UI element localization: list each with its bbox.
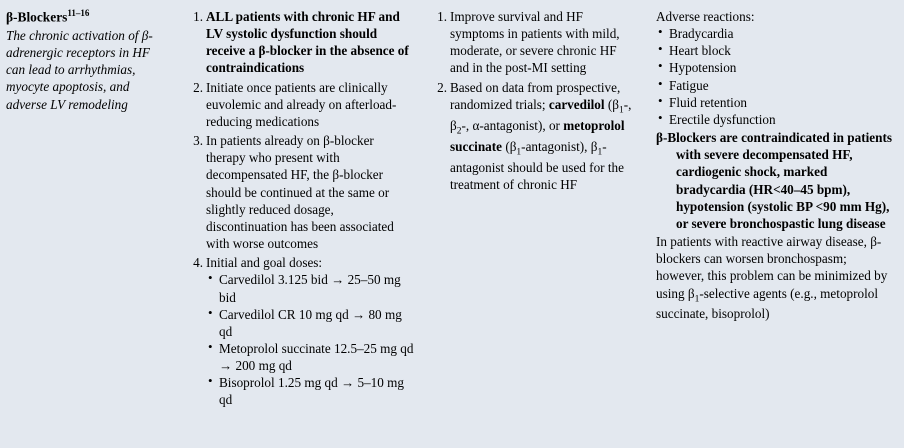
drug-column [0, 0, 182, 448]
list-item-number: 1. [437, 9, 447, 24]
list-item-text: Based on data from prospective, randomized trials; carvedilol ($\beta_1-$, $\beta_2-$, α-antagonist), or metoprolol succinate $(\beta_1-antagonist)$, $\beta_1$-antagonist should be used for the treatment of chronic HF [450, 79, 632, 192]
adverse-reactions-label: Adverse reactions: [656, 9, 755, 24]
drug-name-text: β-Blockers [6, 9, 68, 25]
list-item: • Fatigue [656, 77, 898, 94]
list-item: • Carvedilol 3.125 bid → 25–50 mg bid [206, 271, 416, 305]
recommendations-column [182, 0, 426, 448]
dose-list [206, 271, 416, 408]
list-item-text: Improve survival and HF symptoms in patients with mild, moderate, or severe chronic HF and in the post-MI setting [450, 9, 620, 76]
recommendations-list [186, 8, 416, 409]
list-item [430, 8, 638, 77]
list-item [186, 8, 416, 77]
list-item: • Heart block [656, 42, 898, 59]
list-item: • Erectile dysfunction [656, 111, 898, 128]
adverse-reactions-column [648, 0, 904, 448]
list-item-text: Initiate once patients are clinically euvolemic and already on afterload-reducing medications [206, 79, 397, 129]
list-item-text: In patients already on β-blocker therapy who present with decompensated HF, the β-blocker should be continued at the same or slightly reduced dosage, discontinuation has been associated with worse outcomes [206, 133, 394, 252]
adverse-reactions-list [656, 25, 898, 128]
list-item: • Bisoprolol 1.25 mg qd → 5–10 mg qd [206, 374, 416, 408]
list-item-text: Initial and goal doses: [206, 255, 323, 271]
list-item-number: 2. [437, 79, 447, 95]
list-item-number: 4. [193, 255, 203, 271]
list-item: • Carvedilol CR 10 mg qd → 80 mg qd [206, 306, 416, 340]
list-item: • Hypotension [656, 59, 898, 76]
benefits-column [426, 0, 648, 448]
drug-mechanism-note: The chronic activation of β-adrenergic receptors in HF can lead to arrhythmias, myocyte apoptosis, and adverse LV remodeling [6, 27, 153, 112]
list-item: • Metoprolol succinate 12.5–25 mg qd → 200 mg qd [206, 340, 416, 374]
list-item [430, 79, 638, 193]
contraindications-text: β-Blockers are contraindicated in patients with severe decompensated HF, cardiogenic shock, marked bradycardia (HR<40–45 bpm), hypotension (systolic BP <90 mm Hg), or severe bronchospastic lung disease [656, 130, 893, 231]
list-item-number: 3. [193, 133, 203, 149]
list-item [186, 132, 416, 252]
list-item: • Fluid retention [656, 94, 898, 111]
list-item-number: 1. [193, 9, 203, 24]
drug-name [6, 8, 172, 26]
list-item-text: ALL patients with chronic HF and LV systolic dysfunction should receive a β-blocker in the absence of contraindications [206, 9, 409, 76]
list-item [186, 254, 416, 408]
benefits-list [430, 8, 638, 193]
list-item: • Bradycardia [656, 25, 898, 42]
list-item [186, 79, 416, 130]
list-item-number: 2. [193, 79, 203, 95]
drug-name-references: 11–16 [67, 8, 90, 18]
reactive-airway-note: In patients with reactive airway disease, β-blockers can worsen bronchospasm; however, this problem can be minimized by using $\beta_1$-selective agents (e.g., metoprolol succinate, bisoprolol) [656, 234, 888, 322]
